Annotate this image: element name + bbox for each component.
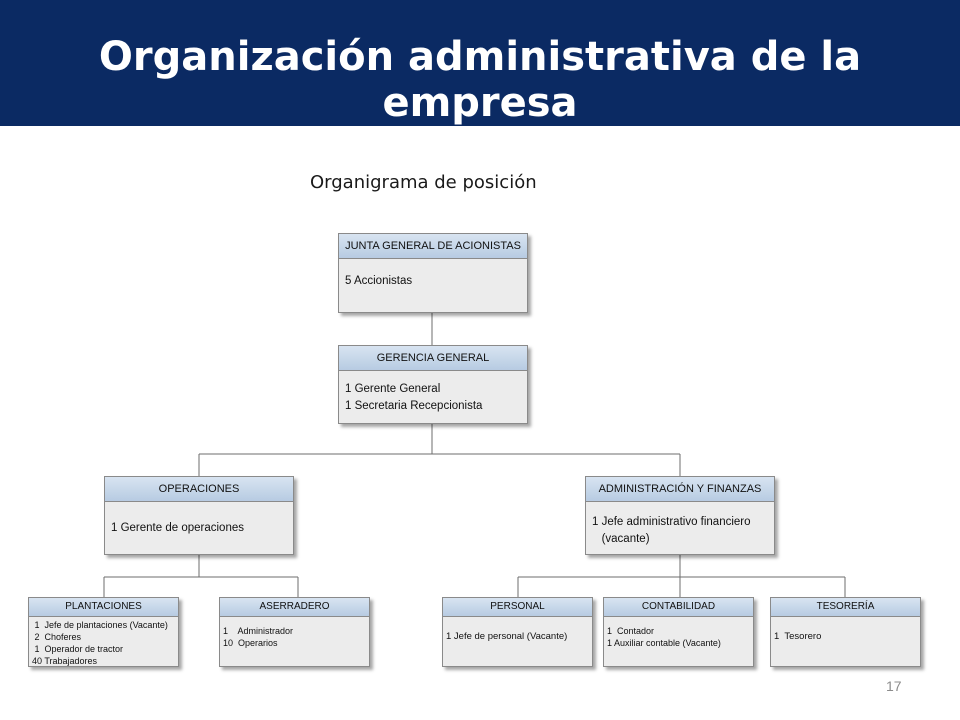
node-title: ASERRADERO: [220, 598, 369, 617]
node-line: 1 Operador de tractor: [32, 644, 124, 654]
node-title: PERSONAL: [443, 598, 592, 617]
node-personal: [442, 597, 593, 667]
node-plantaciones: [28, 597, 179, 667]
node-line: 1 Secretaria Recepcionista: [345, 400, 483, 412]
node-line: 1 Jefe administrativo financiero: [592, 516, 751, 528]
node-aserradero: [219, 597, 370, 667]
chart-subtitle: Organigrama de posición: [310, 172, 537, 193]
node-title: JUNTA GENERAL DE ACIONISTAS: [339, 234, 527, 259]
node-line: 10 Operarios: [223, 638, 278, 648]
node-line: 5 Accionistas: [345, 275, 413, 287]
node-title: PLANTACIONES: [29, 598, 178, 617]
node-junta-general: [338, 233, 528, 313]
node-line: (vacante): [592, 533, 650, 545]
node-line: 2 Choferes: [32, 632, 82, 642]
node-administracion-finanzas: [585, 476, 775, 555]
node-tesoreria: [770, 597, 921, 667]
node-operaciones: [104, 476, 294, 555]
node-gerencia-general: [338, 345, 528, 424]
node-title: TESORERÍA: [771, 598, 920, 617]
page-title: Organización administrativa de la empresa: [98, 34, 862, 126]
node-contabilidad: [603, 597, 754, 667]
node-line: 1 Jefe de plantaciones (Vacante): [32, 620, 168, 630]
node-title: CONTABILIDAD: [604, 598, 753, 617]
node-line: 1 Tesorero: [774, 631, 822, 642]
node-line: 1 Gerente General: [345, 383, 441, 395]
node-title: GERENCIA GENERAL: [339, 346, 527, 371]
node-title: ADMINISTRACIÓN Y FINANZAS: [586, 477, 774, 502]
node-line: 40 Trabajadores: [32, 656, 98, 666]
node-title: OPERACIONES: [105, 477, 293, 502]
page-number: 17: [886, 678, 902, 694]
node-line: 1 Contador: [607, 626, 655, 636]
node-line: 1 Administrador: [223, 626, 294, 636]
node-line: 1 Auxiliar contable (Vacante): [607, 638, 721, 648]
node-line: 1 Jefe de personal (Vacante): [446, 631, 568, 642]
node-line: 1 Gerente de operaciones: [111, 522, 244, 534]
